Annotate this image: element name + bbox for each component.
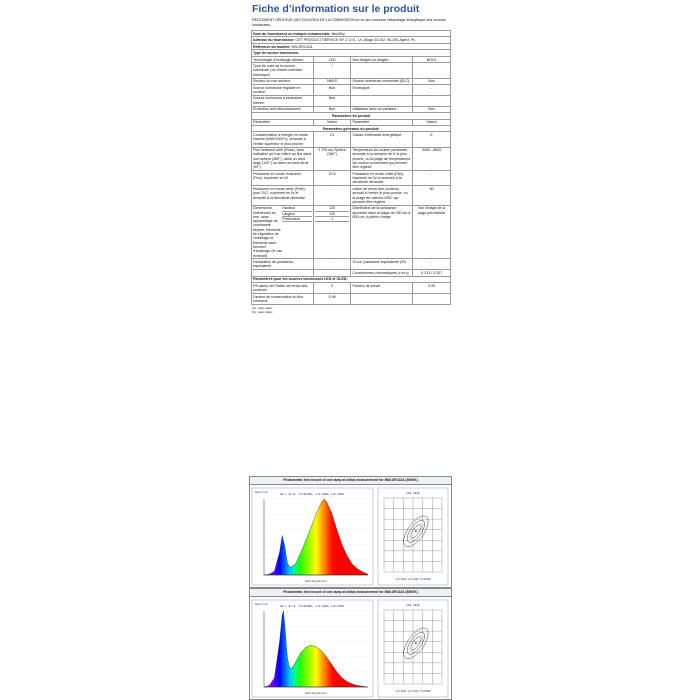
table-cell: Secteur ou non secteur:	[252, 78, 314, 84]
table-cell: Classe d’efficacité énergétique	[351, 132, 413, 147]
chromaticity-point	[415, 531, 417, 533]
spectrum-point	[290, 669, 291, 670]
table-cell: Enveloppe:	[351, 84, 413, 95]
dimension-name: Profondeur	[282, 217, 311, 222]
spectrum-point	[352, 564, 353, 565]
spectrum-point	[321, 650, 322, 651]
spectrum-point	[287, 658, 288, 659]
table-cell: Technologie d’éclairage utilisée:	[252, 56, 314, 62]
x-axis-label: Wavelength(nm)	[305, 692, 327, 695]
table-cell: 0	[313, 283, 351, 294]
spectrum-title: Ra = 81.5, Tc=2976K, x=0.4380 y=0.4040	[280, 493, 344, 496]
figure-graphic	[250, 597, 451, 700]
table-cell: -	[413, 171, 451, 186]
table-row	[252, 186, 451, 205]
spectrum-point	[285, 546, 286, 547]
table-cell: Protection anti-éblouissement:	[252, 106, 314, 112]
spectrum-point	[326, 656, 327, 657]
dimension-values-cell	[313, 205, 351, 259]
spectrum-point	[342, 544, 343, 545]
model-reference-value: NW-DR132A	[291, 44, 313, 49]
spd-value: Voir l’image de la page précédente	[413, 205, 451, 259]
table-cell	[413, 63, 451, 78]
dimension-value: 120	[315, 206, 350, 211]
spectrum-point	[326, 501, 327, 502]
table-cell: Non	[413, 78, 451, 84]
table-cell: /	[313, 63, 351, 78]
spectrum-point	[295, 662, 296, 663]
cie-note: x=0.4380 y=0.4040 Tc=2976K	[395, 578, 431, 581]
table-cell: Non	[313, 95, 351, 106]
spectrum-point	[300, 653, 301, 654]
spectrum-point	[305, 647, 306, 648]
spectrum-point	[279, 641, 280, 642]
table-cell: E	[413, 132, 451, 147]
spectrum-point	[363, 572, 364, 573]
spectrum-point	[282, 615, 283, 616]
spectrum-point	[295, 564, 296, 565]
table-cell: Facteur de survie	[351, 283, 413, 294]
figure-graphic	[250, 485, 451, 588]
spectrum-label: Spectrum	[255, 603, 268, 606]
page-title: Fiche d’information sur le produit	[252, 3, 420, 15]
table-cell: 2 700 sur Sphère (360°)	[313, 147, 351, 171]
table-cell: Source lumineuse réglable en couleur:	[252, 84, 314, 95]
table-cell	[351, 293, 413, 304]
spectrum-point	[324, 499, 325, 500]
table-cell: 20,5	[313, 171, 351, 186]
table-cell: Puissance en mode veille (Pnet), pour SLC, exprimée en W et arrondie à la deuxième décimale	[252, 186, 314, 205]
footnote-b: (b) : sans objet;	[252, 309, 273, 314]
table-row	[252, 95, 451, 106]
spectrum-point	[282, 535, 283, 536]
spectrum-point	[287, 563, 288, 564]
dimension-value: 120	[315, 212, 350, 217]
supplier-address-label: Adresse du fournisseur:	[253, 38, 295, 43]
spectrum-point	[285, 624, 286, 625]
spectrum-point	[292, 667, 293, 668]
table-cell: 21	[313, 132, 351, 147]
table-cell: Puissance en mode veille (Psb), exprimée en W et arrondie à la deuxième décimale	[351, 171, 413, 186]
spectrum-point	[311, 528, 312, 529]
table-cell: Non	[413, 106, 451, 112]
spectrum-point	[347, 681, 348, 682]
table-row	[252, 171, 451, 186]
spectrum-point	[274, 571, 275, 572]
table-cell	[351, 63, 413, 78]
table-row	[252, 63, 451, 78]
spectrum-point	[269, 574, 270, 575]
table-row	[252, 84, 451, 95]
table-cell	[351, 95, 413, 106]
spd-label: Distribution de la puissance spectrale dans la plage de 250 nm à 800 nm, à pleine charge	[351, 205, 413, 259]
table-cell: Puissance en mode «marche» (Pon), exprimée en W	[252, 171, 314, 186]
table-row	[252, 147, 451, 171]
table-cell: 0,96	[313, 293, 351, 304]
chromaticity-point	[415, 643, 417, 645]
cie-note: x=0.3130 y=0.3370 Tc=6456K	[395, 690, 431, 693]
table-cell: Si oui, puissance équivalente (W)	[351, 259, 413, 270]
spectrum-point	[321, 503, 322, 504]
dimension-name: Largeur	[282, 212, 311, 217]
spectrum-point	[290, 567, 291, 568]
table-cell: NDLS	[413, 56, 451, 62]
spectrum-point	[331, 664, 332, 665]
table-cell: Flux lumineux utile (Φuse), avec indication qu’il se réfère au flux dans une sphère (360°), dans un cône large (120°) ou dans un cône étroit (90°)	[252, 147, 314, 171]
spectrum-point	[337, 529, 338, 530]
table-cell	[413, 293, 451, 304]
table-cell: 0,90	[413, 283, 451, 294]
table-cell: Coordonnées chromatiques (x et y)	[351, 270, 413, 276]
spectrum-point	[352, 684, 353, 685]
supplier-address-value: CET PRODUCT SERVICE SP. Z O.O., Ul. Długa 33 102, 95-100 Zgierz, PL	[295, 38, 416, 43]
figure-caption: Photometric test record of one lamp at initial measurement for MW-DR132A (6500K)	[250, 589, 451, 597]
table-cell: -	[413, 259, 451, 270]
table-row	[252, 259, 451, 270]
spectrum-point	[274, 678, 275, 679]
model-reference-label: Référence du modèle:	[253, 44, 291, 49]
table-cell: NMLS	[313, 78, 351, 84]
col-header-value: Valeur	[313, 119, 351, 125]
table-row	[252, 132, 451, 147]
footnotes	[252, 306, 451, 314]
spectrum-point	[300, 553, 301, 554]
dimensions-cell	[252, 205, 314, 259]
spectrum-point	[357, 685, 358, 686]
led-section-heading: Paramètres pour les sources lumineuses LED et OLED:	[252, 276, 451, 282]
spectrum-point	[342, 678, 343, 679]
x-axis-label: Wavelength(nm)	[305, 580, 327, 583]
col-header-param: Paramètre	[351, 119, 413, 125]
regulation-text: RÈGLEMENT DÉLÉGUÉ (UE) 2019/2015 DE LA COMMISSION en ce qui concerne l’étiquetage énergétique des sources lumineuses	[252, 18, 446, 27]
spectrum-title: Ra = 81.3, Tc=6456K, x=0.3130 y=0.3370	[280, 605, 344, 608]
photometric-record-6500k	[249, 588, 452, 700]
table-cell: Consommation d’énergie en mode marche (kWh/1000 h), arrondie à l’entier supérieur le plus proche	[252, 132, 314, 147]
spectrum-point	[279, 552, 280, 553]
table-row	[252, 283, 451, 294]
spectrum-point	[357, 569, 358, 570]
product-information-sheet	[251, 0, 451, 314]
table-cell: -	[413, 84, 451, 95]
col-header-param: Paramètre	[252, 119, 314, 125]
table-cell: Facteur de conservation du flux lumineux	[252, 293, 314, 304]
table-cell: 80	[413, 186, 451, 205]
type-section-heading: Type de source lumineuse:	[252, 50, 451, 56]
spectrum-point	[347, 556, 348, 557]
spectrum-label: Spectrum	[255, 491, 268, 494]
photometric-record-3000k	[249, 476, 452, 588]
spectrum-point	[283, 611, 284, 612]
table-cell: Température de couleur proximale, arrondie à la centaine de K la plus proche, ou la plage de températures de couleur proximales qui peuvent être réglées	[351, 147, 413, 171]
supplier-name-value: NewSky	[331, 31, 345, 36]
spectrum-point	[363, 686, 364, 687]
table-cell: -	[313, 259, 351, 270]
footnote-a: (a) : sans objet;	[252, 305, 273, 310]
table-cell: Source lumineuse connectée (SLC):	[351, 78, 413, 84]
cie-title: CIE 1931	[406, 492, 420, 495]
table-cell: LED	[313, 56, 351, 62]
product-params-heading: Paramètres du produit	[252, 113, 451, 119]
dimension-name: Hauteur	[282, 206, 311, 211]
table-cell: 3000...6500	[413, 147, 451, 171]
table-cell: Non-dirigée ou dirigée:	[351, 56, 413, 62]
table-cell: Déclaration de puissance équivalente	[252, 259, 314, 270]
spectrum-point	[316, 646, 317, 647]
table-cell: Non	[313, 106, 351, 112]
supplier-name-label: Nom du fournisseur ou marque commerciale:	[253, 31, 331, 36]
spectrum-point	[368, 574, 369, 575]
table-cell: Utilisation avec un variateur:	[351, 106, 413, 112]
spectrum-point	[311, 645, 312, 646]
spectrum-point	[269, 685, 270, 686]
table-cell	[413, 95, 451, 106]
spectrum-point	[331, 512, 332, 513]
spectrum-point	[337, 672, 338, 673]
table-cell: Indice de rendu des couleurs, arrondi à l’entier le plus proche, ou la plage de valeurs d’IRC qui peuvent être réglées	[351, 186, 413, 205]
table-cell: Type de culot de la source lumineuse (ou d’autre interface électrique)	[252, 63, 314, 78]
figure-caption: Photometric test record of one lamp at initial measurement for MW-DR132A (3000K)	[250, 477, 451, 485]
general-params-heading: Paramètres généraux du produit:	[252, 126, 451, 132]
table-cell: Non	[313, 84, 351, 95]
info-table	[251, 30, 451, 305]
table-cell: -	[313, 186, 351, 205]
col-header-value: Valeur	[413, 119, 451, 125]
table-cell: R9 valeur de l’indice de rendu des couleurs	[252, 283, 314, 294]
table-cell: 0,313 / 0,337	[413, 270, 451, 276]
spectrum-point	[316, 514, 317, 515]
dimension-value: 1	[315, 217, 350, 222]
table-cell: Source lumineuse à luminance élevée:	[252, 95, 314, 106]
table-row	[252, 293, 451, 304]
dimensions-label: Dimensions extérieures en mm, sans appareillage de commande séparé, éléments de régulation de l’éclairage et éléments sans fonction d’éclairage (le cas échéant)	[253, 206, 282, 258]
cie-title: CIE 1931	[406, 604, 420, 607]
spectrum-point	[305, 541, 306, 542]
